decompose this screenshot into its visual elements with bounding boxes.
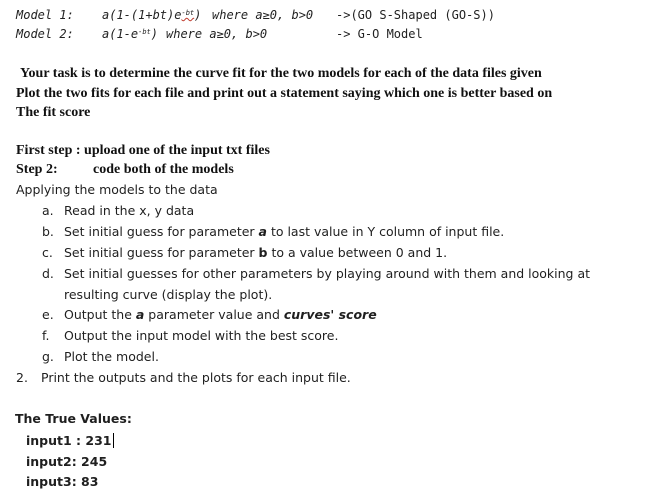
- list-item-f: [42, 328, 338, 343]
- model-2-formula-prefix: a(1-e: [102, 27, 139, 41]
- model-2-conditions: where a≥0, b>0: [166, 27, 268, 41]
- true-value-input3: input3: 83: [26, 474, 99, 489]
- list-marker: a.: [42, 203, 54, 218]
- emphasis-text: curves' score: [283, 307, 377, 322]
- model-1-formula-exponent: -bt: [181, 9, 195, 17]
- list-marker: f.: [42, 328, 50, 343]
- applying-heading: Applying the models to the data: [16, 182, 218, 197]
- list-item-text: Print the outputs and the plots for each input file.: [41, 370, 351, 385]
- list-item-d: [42, 266, 590, 281]
- list-item-text: Plot the model.: [64, 349, 159, 364]
- model-1-formula-suffix: ): [194, 8, 202, 22]
- param-name: a: [258, 224, 267, 239]
- first-step: First step : upload one of the input txt files: [16, 143, 270, 158]
- true-values-heading: The True Values:: [15, 411, 132, 426]
- list-item-text: Set initial guess for parameter: [64, 224, 259, 239]
- model-1-formula: [102, 8, 201, 22]
- model-1-note: ->(GO S-Shaped (GO-S)): [336, 8, 495, 22]
- model-2-formula: [102, 27, 158, 41]
- list-item-text: Read in the x, y data: [64, 203, 195, 218]
- step-2-text: code both of the models: [93, 162, 234, 177]
- step-2-label: Step 2:: [16, 162, 58, 177]
- param-name: b: [258, 245, 268, 260]
- list-item-e: [42, 307, 377, 322]
- list-item-2: [16, 370, 351, 385]
- list-item-text: to last value in Y column of input file.: [266, 224, 505, 239]
- list-item-text: Output the: [64, 307, 136, 322]
- true-value-input2: input2: 245: [26, 454, 108, 469]
- list-marker: e.: [42, 307, 54, 322]
- list-marker: g.: [42, 349, 54, 364]
- list-item-text: to a value between 0 and 1.: [267, 245, 448, 260]
- list-item-c: [42, 245, 447, 260]
- list-item-text: parameter value and: [144, 307, 284, 322]
- list-marker: 2.: [16, 370, 28, 385]
- task-line-2: Plot the two fits for each file and print out a statement saying which one is better based on: [16, 86, 553, 101]
- list-item-text: Set initial guesses for other parameters by playing around with them and looking at: [64, 266, 591, 281]
- list-item-text: Set initial guess for parameter: [64, 245, 259, 260]
- model-1-formula-prefix: a(1-(1+bt)e: [102, 8, 182, 22]
- param-name: a: [135, 307, 145, 322]
- task-line-3: The fit score: [16, 105, 91, 120]
- model-2-formula-suffix: ): [150, 27, 159, 41]
- model-2-label: Model 2:: [16, 27, 74, 41]
- list-marker: d.: [42, 266, 54, 281]
- model-2-note: -> G-O Model: [336, 27, 423, 41]
- list-item-text: Output the input model with the best score.: [64, 328, 339, 343]
- list-marker: b.: [42, 224, 54, 239]
- list-marker: c.: [42, 245, 53, 260]
- list-item-g: [42, 349, 159, 364]
- true-value-input1[interactable]: [26, 433, 114, 448]
- task-line-1: Your task is to determine the curve fit for the two models for each of the data files given: [20, 66, 542, 81]
- model-1-label: Model 1:: [16, 8, 74, 22]
- list-item-d-continuation: resulting curve (display the plot).: [64, 287, 273, 302]
- list-item-b: [42, 224, 504, 239]
- text-cursor: [113, 433, 114, 448]
- model-1-conditions: where a≥0, b>0: [212, 8, 314, 22]
- true-value-input1-text: input1 : 231: [26, 433, 112, 448]
- list-item-a: [42, 203, 194, 218]
- model-2-formula-exponent: -bt: [138, 28, 151, 36]
